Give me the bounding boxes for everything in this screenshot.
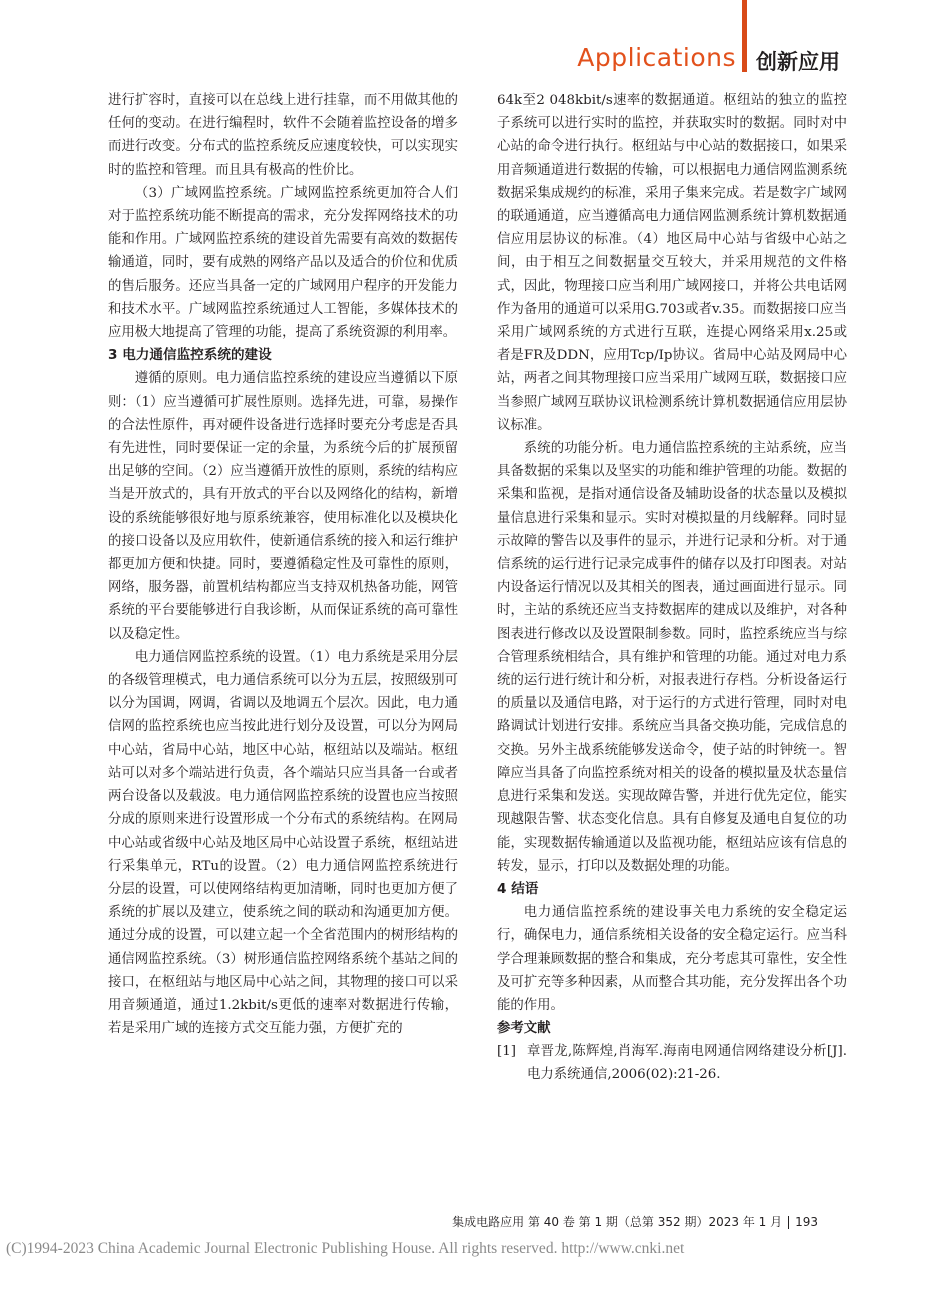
reference-item [497,1040,847,1086]
footer-divider [788,1216,789,1229]
reference-text: 章晋龙,陈辉煌,肖海军.海南电网通信网络建设分析[J].电力系统通信,2006(02):21-26. [527,1044,847,1083]
copyright-watermark: (C)1994-2023 China Academic Journal Electronic Publishing House. All rights reserved. http://www.cnki.net [6,1240,685,1257]
paragraph: 遵循的原则。电力通信监控系统的建设应当遵循以下原则：（1）应当遵循可扩展性原则。选择先进，可靠，易操作的合法性原件，再对硬件设备进行选择时要充分考虑是否具有先进性，同时要保证一定的余量，为系统今后的扩展预留出足够的空间。（2）应当遵循开放性的原则，系统的结构应当是开放式的，具有开放式的平台以及网络化的结构，新增设的系统能够很好地与原系统兼容，使用标准化以及模块化的接口设备以及应用软件，使新通信系统的接入和运行维护都更加方便和快捷。同时，要遵循稳定性及可靠性的原则，网络，服务器，前置机结构都应当支持双机热备功能，网管系统的平台要能够进行自我诊断，从而保证系统的高可靠性以及稳定性。 [108,371,458,642]
journal-info: 集成电路应用 第 40 卷 第 1 期（总第 352 期）2023 年 1 月 [452,1215,783,1229]
paragraph: 电力通信监控系统的建设事关电力系统的安全稳定运行，确保电力，通信系统相关设备的安全稳定运行。应当科学合理兼顾数据的整合和集成，充分考虑其可靠性，安全性及可扩充等多种因素，从而整合其功能，充分发挥出各个功能的作用。 [497,905,847,1013]
header-divider-bar [742,0,747,72]
header-chinese-title: 创新应用 [756,50,840,74]
section-heading: 4 结语 [497,880,539,897]
paragraph: 进行扩容时，直接可以在总线上进行挂靠，而不用做其他的任何的变动。在进行编程时，软件不会随着监控设备的增多而进行改变。分布式的监控系统反应速度较快，可以实现实时的监控和管理。而且具有极高的性价比。 [108,93,458,178]
references-heading: 参考文献 [497,1021,551,1037]
paragraph: （3）广域网监控系统。广域网监控系统更加符合人们对于监控系统功能不断提高的需求，充分发挥网络技术的功能和作用。广域网监控系统的建设首先需要有高效的数据传输通道，同时，要有成熟的网络产品以及适合的价位和优质的售后服务。还应当具备一定的广域网用户程序的开发能力和技术水平。广域网监控系统通过人工智能，多媒体技术的应用极大地提高了管理的功能，提高了系统资源的利用率。 [108,185,458,341]
header-english-title: Applications [577,43,736,72]
page-number: 193 [795,1215,818,1229]
right-column [497,89,847,1086]
paragraph: 系统的功能分析。电力通信监控系统的主站系统，应当具备数据的采集以及坚实的功能和维护管理的功能。数据的采集和监视，是指对通信设备及辅助设备的状态量以及模拟量信息进行采集和显示。实时对模拟量的月线解释。同时显示故障的警告以及事件的显示，并进行记录和分析。对于通信系统的运行进行记录完成事件的储存以及打印图表。对站内设备运行情况以及其相关的图表，通过画面进行显示。同时，主站的系统还应当支持数据库的建成以及维护，对各种图表进行修改以及设置限制参数。同时，监控系统应当与综合管理系统相结合，具有维护和管理的功能。通过对电力系统的运行进行统计和分析，对报表进行存档。分析设备运行的质量以及通信电路，对于运行的方式进行管理，同时对电路调试计划进行安排。系统应当具备交换功能，完成信息的交换。另外主战系统能够发送命令，使子站的时钟统一。智障应当具备了向监控系统对相关的设备的模拟量及状态量信息进行采集和发送。实现故障告警，并进行优先定位，能实现越限告警、状态变化信息。具有自修复及通电自复位的功能，实现数据传输通道以及监视功能，枢纽站应该有信息的转发，显示，打印以及数据处理的功能。 [497,441,847,874]
paragraph: 64k至2 048kbit/s速率的数据通道。枢纽站的独立的监控子系统可以进行实时的监控，并获取实时的数据。同时对中心站的命令进行执行。枢纽站与中心站的数据接口，如果采用音频通道进行数据的传输，可以根据电力通信网监测系统数据采集成规约的标准，采用子集来完成。若是数字广域网的联通通道，应当遵循高电力通信网监测系统计算机数据通信应用层协议的标准。（4）地区局中心站与省级中心站之间，由于相互之间数据量交互较大，并采用规范的文件格式，因此，物理接口应当利用广域网接口，并将公共电话网作为备用的通道可以采用G.703或者v.35。而数据接口应当采用广域网系统的方式进行互联，连提心网络采用x.25或者是FR及DDN，应用Tcp/Ip协议。省局中心站及网局中心站，两者之间其物理接口应当采用广域网互联，数据接口应当参照广域网互联协议讯检测系统计算机数据通信应用层协议标准。 [497,93,847,433]
paragraph: 电力通信网监控系统的设置。（1）电力系统是采用分层的各级管理模式，电力通信系统可以分为五层，按照级别可以分为国调，网调，省调以及地调五个层次。因此，电力通信网的监控系统也应当按此进行划分及设置，可以分为网局中心站，省局中心站，地区中心站，枢纽站以及端站。枢纽站可以对多个端站进行负责，各个端站只应当具备一台或者两台设备以及载波。电力通信网监控系统的设置也应当按照分成的原则来进行设置形成一个分布式的系统结构。在网局中心站或省级中心站及地区局中心站设置子系统，枢纽站进行采集单元，RTu的设置。（2）电力通信网监控系统进行分层的设置，可以使网络结构更加清晰，同时也更加方便了系统的扩展以及建立，使系统之间的联动和沟通更加方便。通过分成的设置，可以建立起一个全省范围内的树形结构的通信网监控系统。（3）树形通信监控网络系统个基站之间的接口，在枢纽站与地区局中心站之间，其物理的接口可以采用音频通道，通过1.2kbit/s更低的速率对数据进行传输，若是采用广域的连接方式交互能力强，方便扩充的 [108,649,458,1037]
page-header [0,0,950,80]
left-column [108,89,458,1040]
page-footer [452,1213,818,1230]
reference-number: [1] [497,1044,516,1060]
section-heading: 3 电力通信监控系统的建设 [108,347,272,364]
